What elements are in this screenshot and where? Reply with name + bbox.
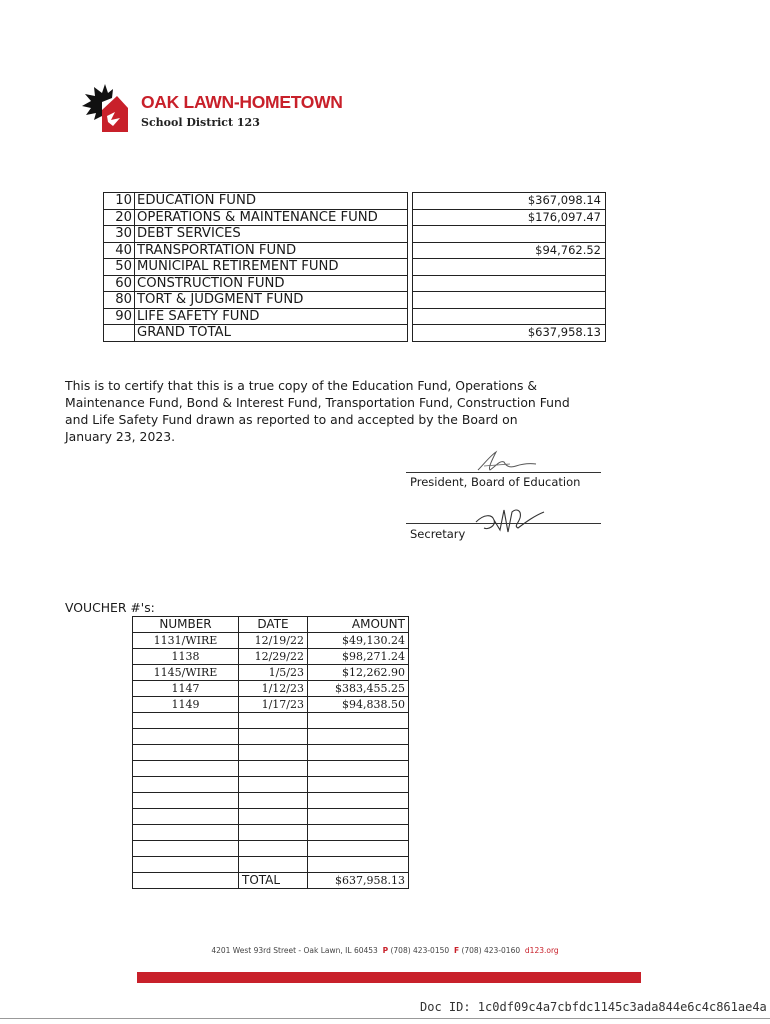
footer-phone: (708) 423-0150	[390, 946, 450, 955]
fund-amount	[413, 259, 606, 276]
fund-row	[104, 292, 606, 309]
fund-name: OPERATIONS & MAINTENANCE FUND	[135, 209, 408, 226]
fax-prefix: F	[453, 946, 460, 955]
fund-name: EDUCATION FUND	[135, 193, 408, 210]
voucher-number: 1149	[133, 697, 239, 713]
fund-row	[104, 275, 606, 292]
voucher-empty-row	[133, 857, 409, 873]
fund-code: 10	[104, 193, 135, 210]
fund-table	[103, 192, 606, 342]
president-label: President, Board of Education	[410, 475, 581, 489]
column-header-date: DATE	[239, 617, 308, 633]
voucher-empty-row	[133, 745, 409, 761]
grand-total-label: GRAND TOTAL	[135, 325, 408, 342]
footer-fax: (708) 423-0160	[461, 946, 521, 955]
fund-name: CONSTRUCTION FUND	[135, 275, 408, 292]
voucher-number: 1131/WIRE	[133, 633, 239, 649]
voucher-date: 12/19/22	[239, 633, 308, 649]
fund-code: 80	[104, 292, 135, 309]
voucher-empty-row	[133, 841, 409, 857]
grand-total-row	[104, 325, 606, 342]
fund-amount	[413, 275, 606, 292]
organization-name: OAK LAWN-HOMETOWN	[141, 92, 343, 112]
fund-name: DEBT SERVICES	[135, 226, 408, 243]
fund-amount	[413, 308, 606, 325]
fund-row	[104, 259, 606, 276]
column-header-number: NUMBER	[133, 617, 239, 633]
voucher-number: 1145/WIRE	[133, 665, 239, 681]
voucher-amount: $98,271.24	[308, 649, 409, 665]
fund-row	[104, 308, 606, 325]
fund-amount	[413, 292, 606, 309]
fund-name: TRANSPORTATION FUND	[135, 242, 408, 259]
voucher-number: 1147	[133, 681, 239, 697]
fund-row	[104, 226, 606, 243]
voucher-row	[133, 681, 409, 697]
fund-code: 20	[104, 209, 135, 226]
certification-line: Maintenance Fund, Bond & Interest Fund, Transportation Fund, Construction Fund	[65, 395, 570, 410]
voucher-empty-row	[133, 793, 409, 809]
certification-line: This is to certify that this is a true copy of the Education Fund, Operations &	[65, 378, 538, 393]
footer-website: d123.org	[524, 946, 559, 955]
voucher-label: VOUCHER #'s:	[65, 600, 155, 615]
fund-code: 40	[104, 242, 135, 259]
voucher-date: 12/29/22	[239, 649, 308, 665]
page-bottom-rule	[0, 1018, 770, 1019]
fund-row	[104, 193, 606, 210]
voucher-header-row	[133, 617, 409, 633]
fund-code: 90	[104, 308, 135, 325]
voucher-number: 1138	[133, 649, 239, 665]
fund-amount: $94,762.52	[413, 242, 606, 259]
footer-contact	[0, 946, 770, 955]
secretary-signature	[470, 500, 550, 540]
voucher-date: 1/12/23	[239, 681, 308, 697]
voucher-total-row	[133, 873, 409, 889]
voucher-row	[133, 649, 409, 665]
fund-name: TORT & JUDGMENT FUND	[135, 292, 408, 309]
voucher-empty-row	[133, 777, 409, 793]
president-signature-line	[406, 472, 601, 473]
fund-code: 60	[104, 275, 135, 292]
certification-line: and Life Safety Fund drawn as reported to and accepted by the Board on	[65, 412, 518, 427]
secretary-label: Secretary	[410, 527, 466, 541]
fund-row	[104, 242, 606, 259]
secretary-signature-line	[406, 523, 601, 524]
voucher-date: 1/5/23	[239, 665, 308, 681]
voucher-empty-row	[133, 809, 409, 825]
voucher-empty-row	[133, 729, 409, 745]
voucher-total-label: TOTAL	[239, 873, 308, 889]
voucher-amount: $383,455.25	[308, 681, 409, 697]
fund-amount: $367,098.14	[413, 193, 606, 210]
voucher-row	[133, 665, 409, 681]
fund-code: 50	[104, 259, 135, 276]
fund-amount: $176,097.47	[413, 209, 606, 226]
voucher-amount: $49,130.24	[308, 633, 409, 649]
certification-text	[65, 377, 605, 445]
voucher-amount: $94,838.50	[308, 697, 409, 713]
voucher-total-amount: $637,958.13	[308, 873, 409, 889]
voucher-empty-row	[133, 825, 409, 841]
voucher-row	[133, 697, 409, 713]
document-id: Doc ID: 1c0df09c4a7cbfdc1145c3ada844e6c4c861ae4a	[420, 1000, 767, 1014]
organization-subtitle: School District 123	[141, 116, 260, 129]
fund-code: 30	[104, 226, 135, 243]
voucher-row	[133, 633, 409, 649]
phone-prefix: P	[382, 946, 389, 955]
voucher-amount: $12,262.90	[308, 665, 409, 681]
footer-red-bar	[137, 972, 641, 983]
fund-amount	[413, 226, 606, 243]
voucher-table	[132, 616, 409, 889]
tree-house-logo-icon	[80, 82, 130, 134]
fund-name: LIFE SAFETY FUND	[135, 308, 408, 325]
footer-address: 4201 West 93rd Street - Oak Lawn, IL 60453	[211, 946, 378, 955]
grand-total-amount: $637,958.13	[413, 325, 606, 342]
voucher-date: 1/17/23	[239, 697, 308, 713]
voucher-empty-row	[133, 713, 409, 729]
certification-line: January 23, 2023.	[65, 429, 176, 444]
fund-name: MUNICIPAL RETIREMENT FUND	[135, 259, 408, 276]
fund-row	[104, 209, 606, 226]
voucher-empty-row	[133, 761, 409, 777]
column-header-amount: AMOUNT	[308, 617, 409, 633]
